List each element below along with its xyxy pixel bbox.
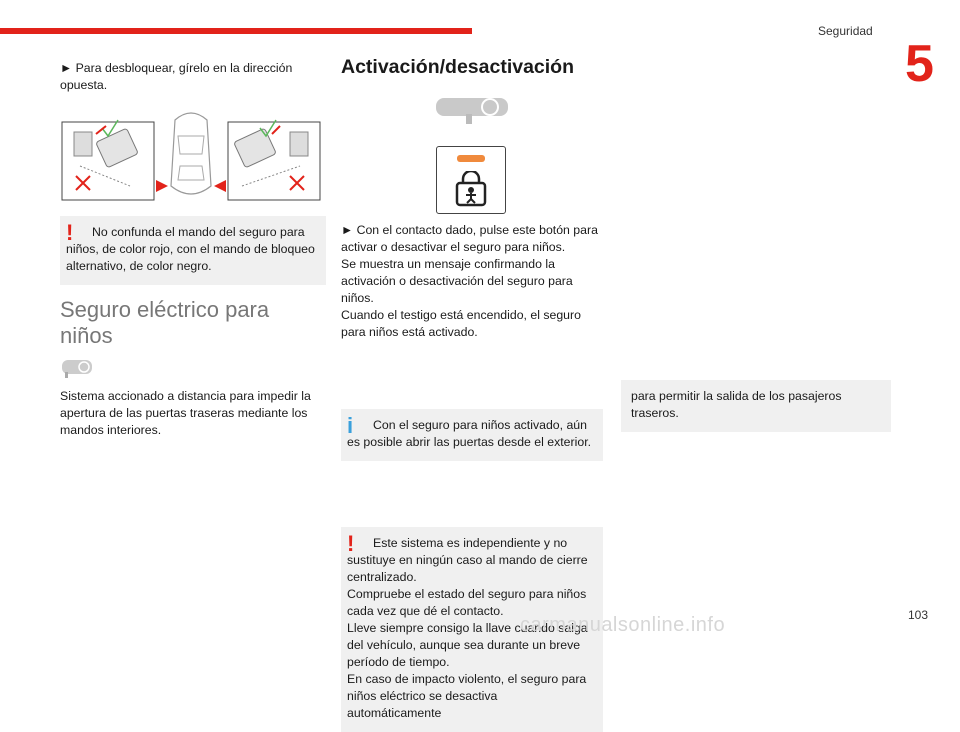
section-title: Seguridad — [818, 24, 873, 38]
child-lock-icon — [454, 171, 488, 207]
steering-wheel-icon — [60, 358, 94, 385]
warning-icon: ! — [347, 531, 355, 556]
warning-note-continuation — [621, 380, 891, 432]
activation-instruction: ► Con el contacto dado, pulse este botón para activar o desactivar el seguro para niños. — [341, 223, 598, 254]
steering-wheel-graphic — [436, 94, 512, 133]
warning-text-1: Este sistema es independiente y no sustituye en ningún caso al mando de cierre centralizado. — [347, 536, 588, 584]
confirmation-message-text: Se muestra un mensaje confirmando la activación o desactivación del seguro para niños. — [341, 257, 573, 305]
warning-text: No confunda el mando del seguro para niños, de color rojo, con el mando de bloqueo alternativo, de color negro. — [66, 225, 315, 273]
led-status-text: Cuando el testigo está encendido, el seguro para niños está activado. — [341, 308, 581, 339]
section-heading: Seguro eléctrico para niños — [60, 297, 270, 348]
child-lock-led — [457, 155, 485, 162]
activation-heading: Activación/desactivación — [341, 56, 575, 78]
warning-note-control-confusion — [60, 216, 326, 285]
warning-text-2: Compruebe el estado del seguro para niños cada vez que dé el contacto. — [347, 587, 587, 618]
door-lock-diagram — [60, 106, 322, 208]
page-number: 103 — [908, 608, 929, 622]
watermark: carmanualsonline.info — [520, 614, 726, 636]
child-lock-button-figure — [436, 146, 506, 214]
unlock-instruction: ► Para desbloquear, gírelo en la dirección opuesta. — [60, 61, 293, 92]
info-icon: i — [347, 413, 354, 438]
chapter-number: 5 — [905, 35, 934, 93]
info-note-outside-opening — [341, 409, 603, 461]
header-accent-bar — [0, 28, 472, 34]
system-description: Sistema accionado a distancia para impedir la apertura de las puertas traseras mediante los mandos interiores. — [60, 389, 311, 437]
warning-text-3: Lleve siempre consigo la llave cuando salga del vehículo, aunque sea durante un breve período de tiempo. — [347, 621, 588, 669]
warning-icon: ! — [66, 220, 74, 245]
continuation-text: para permitir la salida de los pasajeros traseros. — [631, 389, 842, 420]
warning-text-4: En caso de impacto violento, el seguro para niños eléctrico se desactiva automáticamente — [347, 672, 587, 720]
info-text: Con el seguro para niños activado, aún es posible abrir las puertas desde el exterior. — [347, 418, 592, 449]
